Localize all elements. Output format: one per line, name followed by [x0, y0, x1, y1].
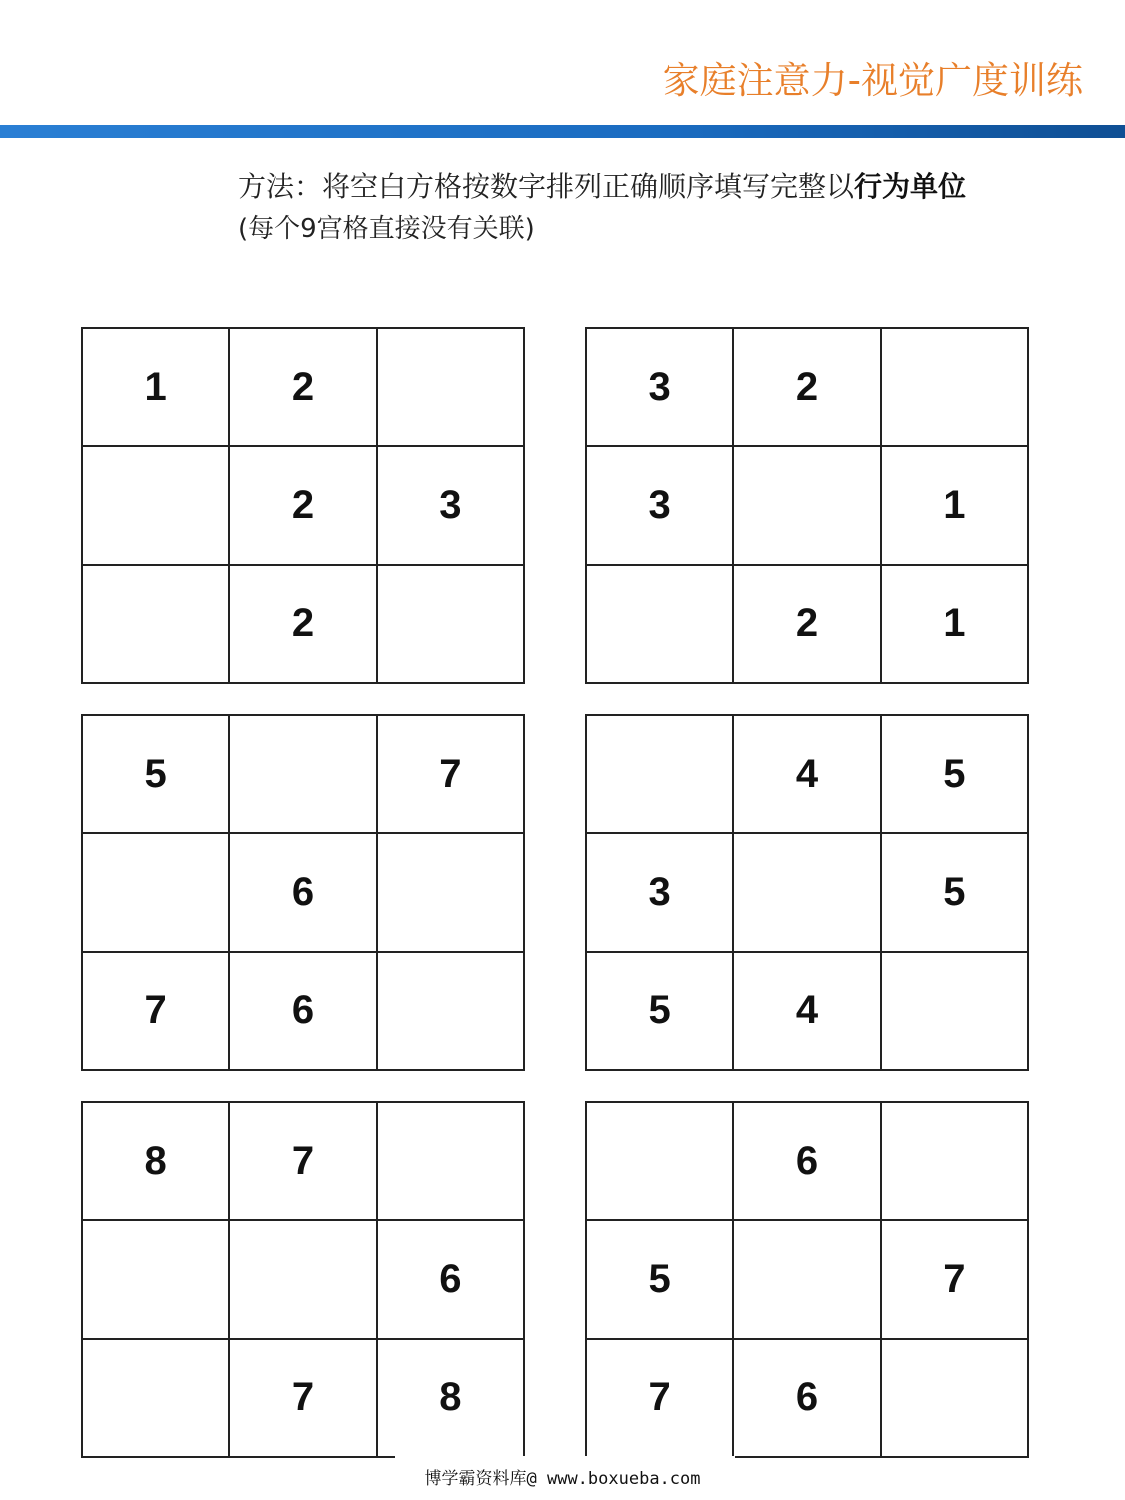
puzzle-cell[interactable]: 6: [230, 834, 377, 952]
puzzle-cell[interactable]: 2: [230, 329, 377, 447]
puzzle-cell[interactable]: 1: [882, 566, 1029, 684]
puzzle-cell[interactable]: 5: [587, 1221, 734, 1339]
puzzle-cell[interactable]: [587, 566, 734, 684]
puzzle-cell[interactable]: [882, 953, 1029, 1071]
puzzle-cell[interactable]: 7: [882, 1221, 1029, 1339]
puzzle-cell[interactable]: 5: [882, 834, 1029, 952]
puzzle-cell[interactable]: [734, 1221, 881, 1339]
instructions-line-1: [238, 166, 1118, 208]
puzzle-grid-6: [585, 1101, 1029, 1458]
instructions-emphasis: 行为单位: [854, 170, 967, 203]
puzzle-cell[interactable]: 3: [587, 329, 734, 447]
puzzle-cell[interactable]: 8: [83, 1103, 230, 1221]
puzzle-cell[interactable]: [882, 329, 1029, 447]
puzzle-cell[interactable]: 7: [378, 716, 525, 834]
puzzle-cell[interactable]: 4: [734, 716, 881, 834]
puzzle-cell[interactable]: 4: [734, 953, 881, 1071]
puzzle-grid-5: [81, 1101, 525, 1458]
header-divider-bar: [0, 125, 1125, 138]
puzzle-cell[interactable]: [378, 329, 525, 447]
puzzle-cell[interactable]: [734, 447, 881, 565]
puzzle-cell[interactable]: 7: [83, 953, 230, 1071]
puzzle-grid-1: [81, 327, 525, 684]
puzzle-cell[interactable]: 8: [378, 1340, 525, 1458]
puzzle-cell[interactable]: 2: [230, 447, 377, 565]
puzzle-cell[interactable]: 6: [378, 1221, 525, 1339]
puzzle-cell[interactable]: [83, 566, 230, 684]
puzzle-cell[interactable]: [230, 716, 377, 834]
puzzle-cell[interactable]: 1: [83, 329, 230, 447]
puzzle-cell[interactable]: 6: [734, 1340, 881, 1458]
page-title: 家庭注意力-视觉广度训练: [662, 59, 1083, 102]
footer-watermark: 博学霸资料库@ www.boxueba.com: [424, 1469, 701, 1489]
instructions-text: 方法：将空白方格按数字排列正确顺序填写完整以: [238, 170, 855, 203]
puzzle-cell[interactable]: 5: [83, 716, 230, 834]
puzzle-cell[interactable]: [83, 1340, 230, 1458]
instructions-line-2: (每个9宫格直接没有关联): [238, 214, 535, 244]
puzzle-cell[interactable]: [378, 1103, 525, 1221]
puzzle-cell[interactable]: 7: [230, 1340, 377, 1458]
puzzle-cell[interactable]: 2: [734, 566, 881, 684]
puzzle-cell[interactable]: 2: [230, 566, 377, 684]
puzzle-cell[interactable]: [587, 1103, 734, 1221]
puzzle-grid-2: [585, 327, 1029, 684]
puzzle-cell[interactable]: 3: [587, 834, 734, 952]
puzzle-cell[interactable]: 3: [587, 447, 734, 565]
puzzle-cell[interactable]: [83, 834, 230, 952]
puzzle-cell[interactable]: [230, 1221, 377, 1339]
instructions: [238, 166, 1118, 250]
puzzle-cell[interactable]: [83, 447, 230, 565]
puzzle-cell[interactable]: 2: [734, 329, 881, 447]
puzzle-cell[interactable]: [882, 1340, 1029, 1458]
puzzle-cell[interactable]: [378, 834, 525, 952]
puzzle-cell[interactable]: [734, 834, 881, 952]
puzzle-cell[interactable]: [882, 1103, 1029, 1221]
puzzle-cell[interactable]: [83, 1221, 230, 1339]
puzzle-cell[interactable]: 7: [587, 1340, 734, 1458]
puzzle-cell[interactable]: 3: [378, 447, 525, 565]
puzzle-cell[interactable]: 1: [882, 447, 1029, 565]
puzzle-cell[interactable]: 5: [587, 953, 734, 1071]
puzzle-cell[interactable]: [378, 953, 525, 1071]
puzzle-cell[interactable]: 6: [230, 953, 377, 1071]
puzzle-cell[interactable]: [587, 716, 734, 834]
puzzle-grid-3: [81, 714, 525, 1071]
puzzle-cell[interactable]: 6: [734, 1103, 881, 1221]
puzzle-grid-4: [585, 714, 1029, 1071]
puzzle-cell[interactable]: 5: [882, 716, 1029, 834]
puzzle-cell[interactable]: [378, 566, 525, 684]
puzzle-cell[interactable]: 7: [230, 1103, 377, 1221]
